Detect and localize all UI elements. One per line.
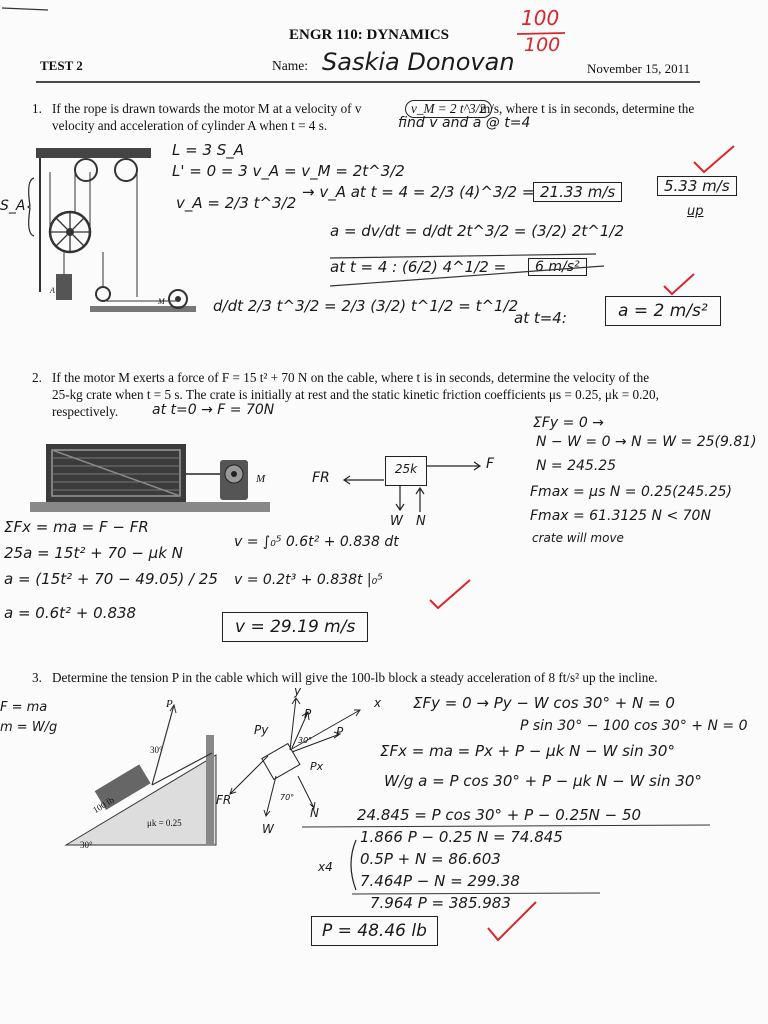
q1-boxed-21: 21.33 m/s (533, 182, 622, 202)
q3-work-3: ΣFx = ma = Px + P − μk N − W sin 30° (380, 742, 675, 760)
q1-work-deriv: d/dt 2/3 t^3/2 = 2/3 (3/2) t^1/2 = t^1/2 (213, 297, 519, 315)
q3-fbd-n: N (310, 806, 319, 820)
q2-text-line1: If the motor M exerts a force of F = 15 t² + 70 N on the cable, where t is in seconds, determine the velocity of the (52, 370, 650, 385)
q2-number: 2. (32, 370, 42, 385)
q1-fig-label-m: M (158, 297, 165, 306)
q3-work-7: 0.5P + N = 86.603 (360, 850, 501, 868)
q2-right-4: Fmax = μs N = 0.25(245.25) (530, 484, 733, 500)
q2-text-line2: 25-kg crate when t = 5 s. The crate is initially at rest and the static kinetic friction coefficients μs = 0.25, μk = 0.20, (52, 387, 659, 402)
q2-right-6: crate will move (532, 531, 624, 545)
q3-work-4: W/g a = P cos 30° + P − μk N − W sin 30° (384, 772, 702, 790)
q3-fbd-fr: FR (216, 793, 232, 807)
q1-vm-circled: v_M = 2 t^3/2 (405, 100, 492, 118)
q2-left-4: a = 0.6t² + 0.838 (4, 604, 137, 622)
q1-boxed-velocity: 5.33 m/s (657, 176, 737, 196)
q3-fbd-px: Px (310, 760, 324, 773)
q2-fbd-fr: FR (312, 470, 330, 486)
score-denominator: 100 (524, 34, 561, 56)
q2-right-5: Fmax = 61.3125 N < 70N (530, 508, 711, 524)
q2-left-1: ΣFx = ma = F − FR (4, 518, 149, 536)
q3-fbd-p2: P (336, 725, 344, 739)
q3-boxed-answer: P = 48.46 lb (311, 916, 438, 946)
q3-side-note-1: F = ma (0, 700, 48, 715)
q2-right-2: N − W = 0 → N = W = 25(9.81) (536, 434, 757, 450)
q3-fbd-y: y (294, 684, 302, 698)
q3-number: 3. (32, 670, 42, 685)
course-title: ENGR 110: DYNAMICS (289, 27, 450, 43)
q3-work-2: P sin 30° − 100 cos 30° + N = 0 (520, 718, 748, 734)
q1-strike (320, 230, 620, 290)
q3-work-1: ΣFy = 0 → Py − W cos 30° + N = 0 (413, 694, 675, 712)
student-name: Saskia Donovan (322, 48, 515, 76)
q1-text-line1: If the rope is drawn towards the motor M at a velocity of v (52, 101, 362, 116)
q1-up: up (687, 204, 704, 219)
q2-fbd-f: F (486, 456, 495, 472)
q2-left-2: 25a = 15t² + 70 − μk N (4, 544, 183, 562)
q2-fig-label-m: M (256, 473, 266, 485)
q3-work-9: 7.964 P = 385.983 (370, 894, 511, 912)
q1-work-2: L' = 0 = 3 v_A = v_M = 2t^3/2 (172, 162, 405, 180)
q3-times4: x4 (318, 860, 333, 874)
q2-fbd-w: W (390, 514, 403, 529)
test-label: TEST 2 (40, 58, 83, 73)
q3-fbd-py: Py (254, 723, 269, 737)
q3-work-6: 1.866 P − 0.25 N = 74.845 (360, 828, 563, 846)
q3-angle-bottom: 30° (80, 840, 93, 850)
q1-boxed-6: 6 m/s² (528, 258, 587, 276)
corner-mark (0, 0, 60, 20)
q3-check (482, 898, 542, 948)
q2-note: at t=0 → F = 70N (152, 402, 275, 418)
q1-work-accel2: at t = 4 : (6/2) 4^1/2 = (330, 258, 507, 276)
q3-fbd-angle30: 30° (298, 736, 313, 745)
q3-fbd-w: W (262, 822, 274, 836)
q1-work-4: → v_A at t = 4 = 2/3 (4)^3/2 = (302, 183, 535, 201)
q1-brace (24, 176, 36, 238)
q2-boxed-answer: v = 29.19 m/s (222, 612, 368, 642)
q2-mid-1: v = ∫₀⁵ 0.6t² + 0.838 dt (234, 534, 399, 550)
q1-side-label: S_A (0, 198, 26, 214)
q1-check-1 (690, 140, 740, 180)
q2-fbd-n: N (416, 514, 426, 529)
q2-check (426, 576, 476, 616)
q3-work-8: 7.464P − N = 299.38 (360, 872, 520, 890)
q3-side-note-2: m = W/g (0, 720, 58, 735)
q2-left-3: a = (15t² + 70 − 49.05) / 25 (4, 570, 218, 588)
q2-right-3: N = 245.25 (536, 458, 617, 474)
name-label: Name: (272, 58, 308, 73)
q3-incline-figure (66, 695, 226, 855)
q3-fbd-angle70: 70° (280, 793, 295, 802)
q3-fbd (220, 690, 380, 840)
q3-block-label: 100 lb (91, 794, 116, 816)
q1-fig-label-a: A (50, 286, 55, 295)
q2-right-1: ΣFy = 0 → (533, 415, 604, 431)
q2-crate-figure (30, 440, 270, 515)
test-date: November 15, 2011 (587, 61, 691, 76)
q1-text-line1b: m/s, where t is in seconds, determine the (480, 101, 695, 116)
score-numerator: 100 (521, 6, 560, 30)
q3-work-5: 24.845 = P cos 30° + P − 0.25N − 50 (357, 806, 642, 824)
header-rule (36, 80, 716, 84)
q3-text: Determine the tension P in the cable which will give the 100-lb block a steady acceleration of 8 ft/s² up the incline. (52, 670, 658, 685)
q1-check-2 (660, 270, 700, 300)
q3-p-label: P (166, 698, 173, 710)
q1-text-line2: velocity and acceleration of cylinder A when t = 4 s. (52, 118, 328, 133)
q3-mu-label: μk = 0.25 (147, 818, 182, 828)
q3-fbd-x: x (374, 696, 382, 710)
q1-number: 1. (32, 101, 42, 116)
q3-angle-top: 30° (150, 745, 163, 755)
q3-fbd-p1: P (304, 707, 312, 721)
q1-at-t4: at t=4: (514, 309, 567, 327)
q1-boxed-accel: a = 2 m/s² (605, 296, 721, 326)
q1-note: find v and a @ t=4 (398, 115, 531, 131)
q1-work-3: v_A = 2/3 t^3/2 (176, 194, 297, 212)
q2-fbd-box: 25k (385, 456, 427, 486)
q2-fbd-arrows (330, 440, 500, 520)
q1-work-accel: a = dv/dt = d/dt 2t^3/2 = (3/2) 2t^1/2 (330, 222, 624, 240)
q2-mid-2: v = 0.2t³ + 0.838t |₀⁵ (234, 572, 383, 588)
q3-paren (344, 838, 358, 892)
q1-work-1: L = 3 S_A (172, 141, 245, 159)
q2-text-line3: respectively. (52, 404, 119, 419)
